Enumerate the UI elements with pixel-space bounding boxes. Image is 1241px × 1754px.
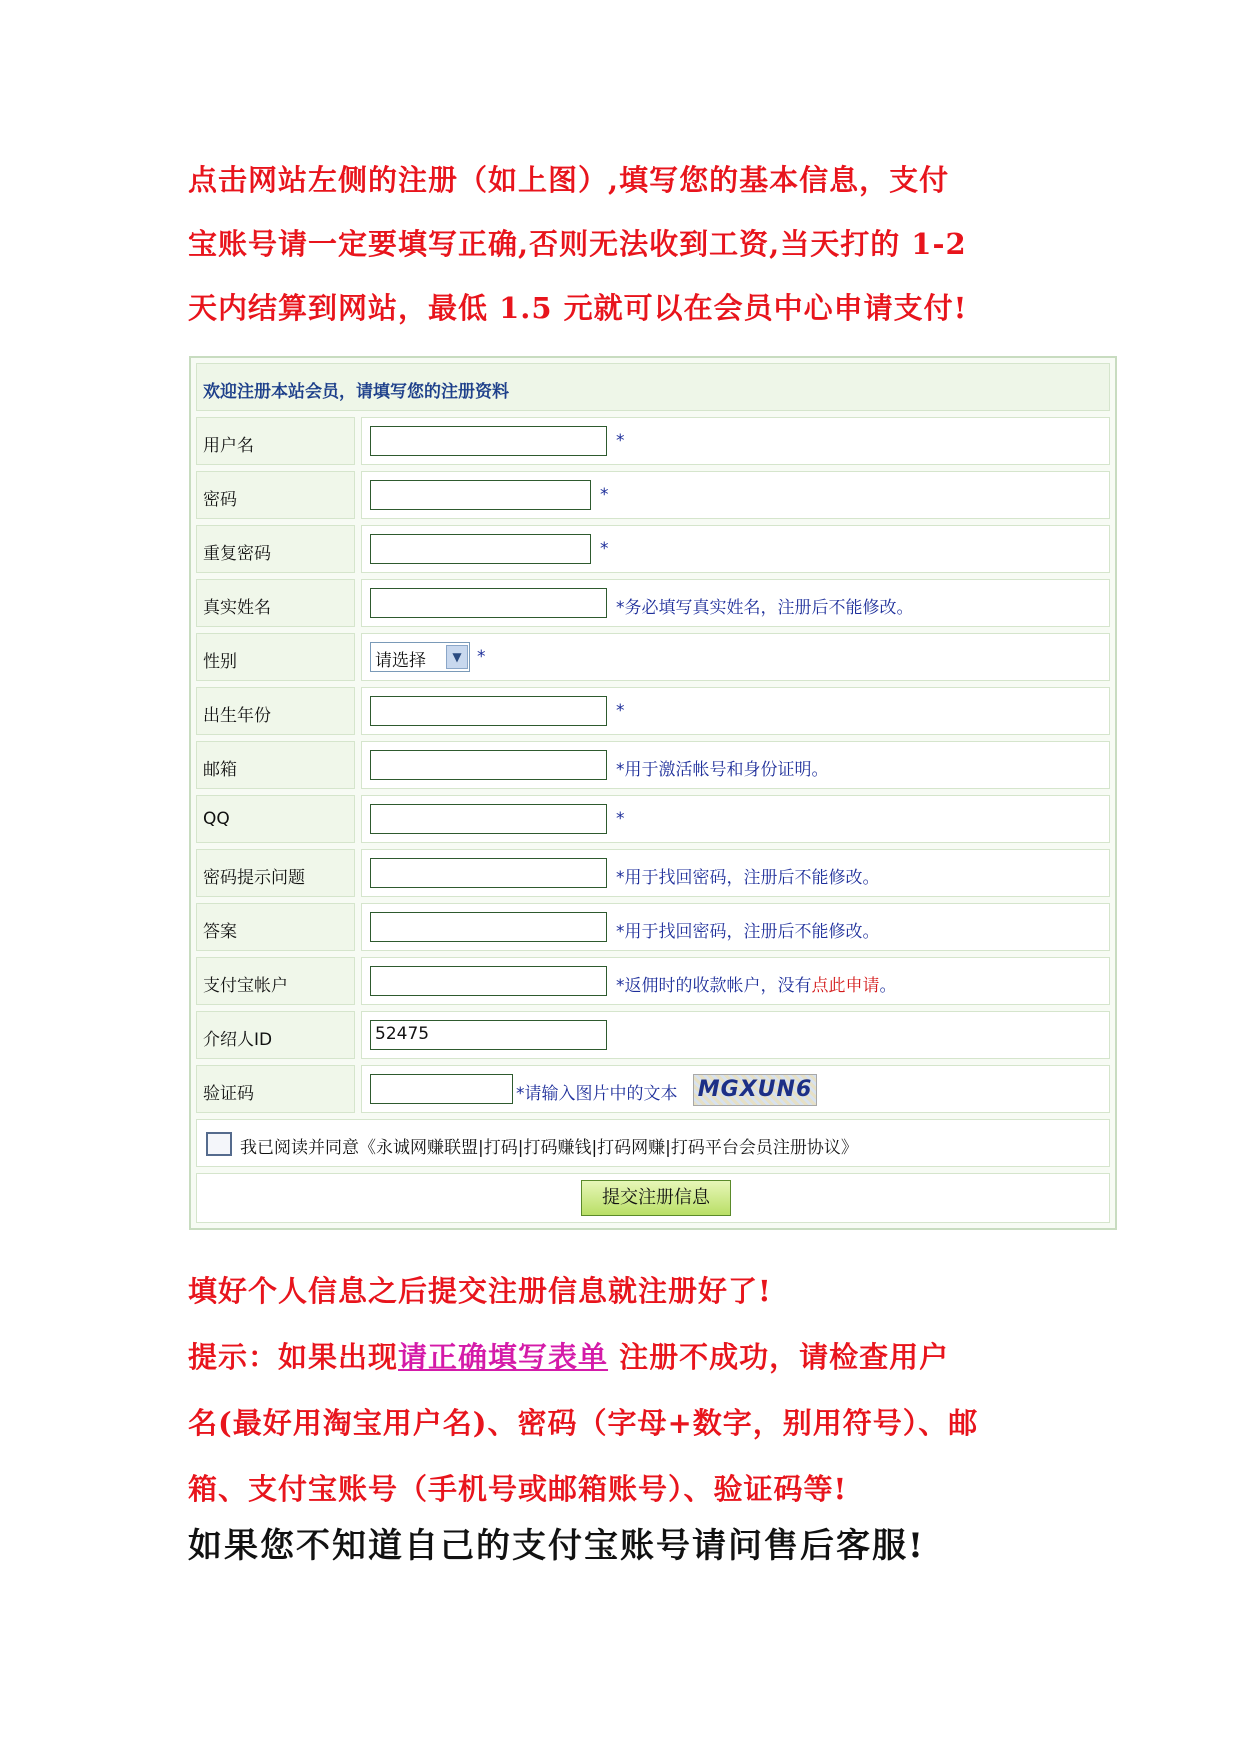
agreement-row [196,1119,1110,1167]
required-mark: * [600,539,609,559]
field-hint: *请输入图片中的文本 [516,1084,678,1104]
field-hint: *务必填写真实姓名，注册后不能修改。 [616,598,914,618]
submit-row [196,1173,1110,1223]
outro-line: 箱、支付宝账号（手机号或邮箱账号）、验证码等! [188,1472,848,1506]
field-value-cell [361,417,1110,465]
form-row-captcha [196,1065,1110,1113]
form-row-email [196,741,1110,789]
field-hint: *用于激活帐号和身份证明。 [616,760,829,780]
security-question-input[interactable] [370,858,607,888]
form-row-confirm-password [196,525,1110,573]
form-row-password [196,471,1110,519]
required-mark: * [616,701,625,721]
required-mark: * [616,431,625,451]
form-row-gender [196,633,1110,681]
field-label: 重复密码 [196,525,355,573]
field-value-cell [361,471,1110,519]
field-value-cell [361,1011,1110,1059]
field-label: 真实姓名 [196,579,355,627]
field-label: 密码 [196,471,355,519]
field-value-cell [361,687,1110,735]
alipay-hint-suffix: 。 [879,976,897,996]
field-hint: *用于找回密码，注册后不能修改。 [616,868,880,888]
field-label: 密码提示问题 [196,849,355,897]
required-mark: * [477,647,486,667]
required-mark: * [616,809,625,829]
form-row-security-question [196,849,1110,897]
registration-form [189,356,1117,1230]
password-input[interactable] [370,480,591,510]
field-label: 出生年份 [196,687,355,735]
field-label: 答案 [196,903,355,951]
field-value-cell [361,849,1110,897]
form-row-birth-year [196,687,1110,735]
field-label: 验证码 [196,1065,355,1113]
real-name-input[interactable] [370,588,607,618]
intro-line: 天内结算到网站，最低 1.5 元就可以在会员中心申请支付! [188,291,968,325]
field-value-cell [361,957,1110,1005]
field-value-cell [361,741,1110,789]
agreement-text: 我已阅读并同意《永诚网赚联盟|打码|打码赚钱|打码网赚|打码平台会员注册协议》 [240,1138,858,1158]
field-value-cell [361,579,1110,627]
captcha-image[interactable]: MGXUN6 [693,1074,817,1106]
field-label: QQ [196,795,355,843]
field-label: 支付宝帐户 [196,957,355,1005]
confirm-password-input[interactable] [370,534,591,564]
submit-registration-button[interactable]: 提交注册信息 [581,1180,731,1216]
intro-line: 点击网站左侧的注册（如上图）,填写您的基本信息，支付 [188,163,950,197]
birth-year-input[interactable] [370,696,607,726]
form-header: 欢迎注册本站会员，请填写您的注册资料 [196,363,1110,411]
form-row-qq [196,795,1110,843]
tip-prefix: 提示：如果出现 [188,1340,399,1374]
field-label: 邮箱 [196,741,355,789]
field-value-cell [361,525,1110,573]
outro-text [188,1258,1088,1522]
apply-alipay-link[interactable]: 点此申请 [811,976,880,996]
username-input[interactable] [370,426,607,456]
outro-line: 填好个人信息之后提交注册信息就注册好了! [188,1274,772,1308]
alipay-hint-prefix: *返佣时的收款帐户，没有 [616,976,812,996]
gender-select[interactable] [370,642,470,672]
referrer-id-input[interactable]: 52475 [370,1020,607,1050]
field-hint [616,971,897,996]
field-value-cell [361,633,1110,681]
alipay-account-input[interactable] [370,966,607,996]
outro-line: 名(最好用淘宝用户名)、密码（字母+数字，别用符号）、邮 [188,1406,979,1440]
field-hint: *用于找回密码，注册后不能修改。 [616,922,880,942]
form-row-security-answer [196,903,1110,951]
fill-form-correctly-link[interactable]: 请正确填写表单 [398,1340,609,1374]
final-note: 如果您不知道自己的支付宝账号请问售后客服! [188,1526,925,1566]
agree-checkbox[interactable] [206,1132,232,1156]
required-mark: * [600,485,609,505]
intro-line: 宝账号请一定要填写正确,否则无法收到工资,当天打的 1-2 [188,227,967,261]
form-row-username [196,417,1110,465]
gender-select-value: 请选择 [375,651,426,671]
field-value-cell [361,795,1110,843]
outro-line [188,1324,1088,1390]
form-row-alipay-account [196,957,1110,1005]
intro-text [188,148,1068,340]
tip-suffix: 注册不成功，请检查用户 [608,1340,950,1374]
captcha-input[interactable] [370,1074,513,1104]
qq-input[interactable] [370,804,607,834]
security-answer-input[interactable] [370,912,607,942]
field-label: 介绍人ID [196,1011,355,1059]
field-label: 性别 [196,633,355,681]
chevron-down-icon[interactable]: ▼ [446,645,468,669]
field-value-cell [361,903,1110,951]
form-row-real-name [196,579,1110,627]
form-row-referrer-id [196,1011,1110,1059]
field-label: 用户名 [196,417,355,465]
field-value-cell [361,1065,1110,1113]
email-input[interactable] [370,750,607,780]
